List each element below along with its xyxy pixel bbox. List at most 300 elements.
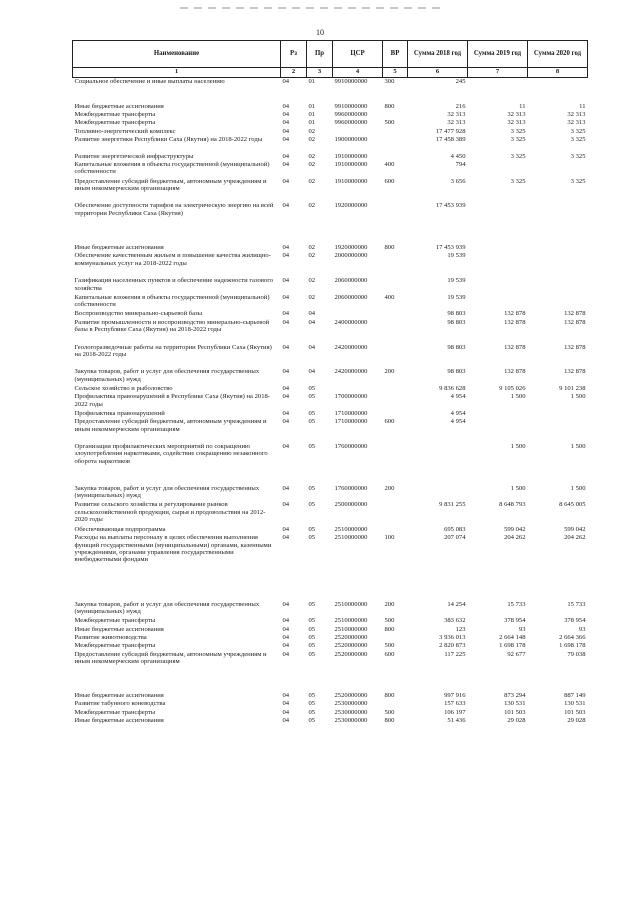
row-pr: 05: [308, 633, 316, 641]
row-sum-2020: 132 878: [564, 368, 586, 376]
row-sum-2020: 599 042: [564, 526, 586, 534]
row-name: Закупка товаров, работ и услуг для обеспечения государственных (муниципальных) нужд: [74, 600, 260, 616]
row-csr: [333, 385, 383, 393]
table-row: [73, 111, 588, 119]
row-csr: 2400000000: [334, 318, 368, 326]
row-sum-2018: 245: [455, 78, 466, 85]
table-row: [73, 485, 588, 502]
row-pr: 02: [308, 293, 316, 301]
row-sum-2018: 794: [455, 160, 466, 168]
row-csr: 1760000000: [334, 443, 368, 451]
row-name: Обеспечивающая подпрограмма: [74, 526, 166, 534]
table-row: [73, 277, 588, 294]
row-sum-2018: 997 916: [444, 692, 466, 700]
row-rz: 04: [282, 102, 290, 110]
row-rz: 04: [282, 650, 290, 658]
row-sum-2020: [528, 202, 588, 244]
row-vr: [383, 344, 408, 369]
row-csr: [333, 128, 383, 136]
row-vr: [383, 86, 408, 103]
column-number: 6: [408, 68, 468, 78]
row-sum-2019: 599 042: [504, 526, 526, 534]
row-sum-2020: 204 262: [564, 534, 586, 542]
column-number: 3: [307, 68, 333, 78]
row-sum-2020: 15 733: [567, 600, 586, 608]
row-name: Развитие животноводства: [74, 633, 147, 641]
table-row: [73, 642, 588, 650]
row-sum-2020: [528, 244, 588, 252]
row-pr: 02: [308, 152, 316, 160]
table-row: [73, 526, 588, 534]
header-csr: ЦСР: [333, 41, 383, 68]
row-vr: [383, 153, 408, 161]
row-name: Организация профилактических мероприятий по сокращению злоупотребления наркотиками, содействие сокращению незаконного оборота наркотиков: [74, 443, 268, 465]
table-row: [73, 244, 588, 252]
row-rz: 04: [282, 501, 290, 509]
row-sum-2018: 19 539: [447, 252, 466, 260]
row-rz: 04: [282, 443, 290, 451]
row-sum-2019: [468, 244, 528, 252]
row-sum-2019: 1 500: [510, 393, 526, 401]
row-sum-2020: 2 664 366: [559, 633, 586, 641]
row-csr: 1900000000: [334, 136, 368, 144]
row-sum-2020: [528, 277, 588, 294]
row-name: Иные бюджетные ассигнования: [74, 716, 164, 724]
row-pr: 04: [308, 318, 316, 326]
row-sum-2019: [468, 410, 528, 418]
row-vr: 500: [384, 642, 395, 650]
row-pr: 05: [308, 385, 316, 392]
header-rz: Рз: [281, 41, 307, 68]
row-sum-2019: 132 878: [504, 310, 526, 318]
row-sum-2018: 32 313: [447, 119, 466, 127]
row-sum-2020: 93: [578, 625, 586, 633]
table-row: [73, 709, 588, 717]
row-rz: 04: [282, 318, 290, 326]
row-csr: [333, 310, 383, 318]
header-sum-2020: Сумма 2020 год: [528, 41, 588, 68]
row-sum-2020: 378 954: [564, 617, 586, 625]
row-csr: 2420000000: [334, 343, 368, 351]
table-row: [73, 675, 588, 692]
row-vr: [383, 393, 408, 410]
row-csr: 9910000000: [334, 78, 368, 85]
row-rz: [281, 86, 307, 103]
row-sum-2018: 9 831 255: [439, 501, 466, 509]
row-pr: 05: [308, 650, 316, 658]
row-rz: 04: [282, 111, 290, 119]
row-pr: 01: [308, 111, 316, 119]
row-sum-2020: 9 101 238: [559, 385, 586, 392]
row-name: Газификация населенных пунктов и обеспечение надежности газового хозяйства: [74, 277, 274, 292]
row-sum-2020: 130 531: [564, 700, 586, 708]
row-sum-2019: [468, 675, 528, 692]
table-row: [73, 717, 588, 725]
table-row: [73, 161, 588, 178]
row-sum-2020: 132 878: [564, 310, 586, 318]
row-rz: 04: [282, 600, 290, 608]
row-vr: [383, 410, 408, 418]
row-sum-2018: 117 225: [444, 650, 466, 658]
row-name: Капитальные вложения в объекты государственной (муниципальной) собственности: [74, 160, 270, 176]
row-pr: 02: [308, 202, 316, 210]
row-name: Межбюджетные трансферты: [74, 642, 156, 650]
row-csr: 2520000000: [334, 650, 368, 658]
row-sum-2019: [468, 161, 528, 178]
row-csr: 1910000000: [334, 160, 368, 168]
row-sum-2020: [528, 418, 588, 443]
row-name: Развитие табунного коневодства: [74, 700, 166, 708]
row-csr: 9960000000: [334, 119, 368, 127]
row-csr: 2510000000: [334, 617, 368, 625]
row-pr: 05: [308, 526, 316, 534]
column-number: 5: [383, 68, 408, 78]
row-rz: 04: [282, 617, 290, 625]
row-csr: [333, 86, 383, 103]
row-sum-2018: 4 954: [450, 409, 466, 417]
row-sum-2020: 3 325: [570, 177, 586, 185]
row-pr: 02: [308, 127, 316, 135]
row-sum-2019: 9 105 026: [499, 385, 526, 392]
row-sum-2019: [468, 252, 528, 277]
row-sum-2020: 32 313: [567, 111, 586, 119]
row-pr: 01: [308, 102, 316, 110]
row-sum-2020: 1 698 178: [559, 642, 586, 650]
row-vr: 200: [384, 600, 395, 608]
row-sum-2018: 123: [455, 625, 466, 633]
column-number-row: [73, 68, 588, 78]
row-pr: 04: [308, 343, 316, 351]
row-name: Воспроизводство минерально-сырьевой базы: [74, 310, 203, 318]
row-sum-2020: [528, 161, 588, 178]
header-sum-2018: Сумма 2018 год: [408, 41, 468, 68]
row-sum-2019: [468, 202, 528, 244]
row-sum-2018: 14 254: [447, 600, 466, 608]
column-number: 7: [468, 68, 528, 78]
row-sum-2020: 79 038: [567, 650, 586, 658]
row-sum-2019: 2 664 148: [499, 633, 526, 641]
row-sum-2019: 92 677: [507, 650, 526, 658]
row-sum-2020: [528, 294, 588, 311]
table-row: [73, 136, 588, 153]
row-name: Развитие сельского хозяйства и регулирование рынков сельскохозяйственной продукции, сырья и продовольствия на 2012-2020 годы: [74, 501, 266, 523]
row-vr: [383, 675, 408, 692]
row-sum-2019: 101 503: [504, 708, 526, 716]
row-sum-2020: 29 028: [567, 716, 586, 724]
row-name: Межбюджетные трансферты: [74, 119, 156, 127]
row-name: Иные бюджетные ассигнования: [74, 625, 164, 633]
row-name: Закупка товаров, работ и услуг для обеспечения государственных (муниципальных) нужд: [74, 368, 260, 383]
table-row: [73, 178, 588, 203]
row-csr: 2520000000: [334, 642, 368, 650]
row-name: Расходы на выплаты персоналу в целях обеспечения выполнения функций государственными (муниципальными) органами, казенными учреждениями, органами управления государственными внебюджетными фондами: [74, 534, 272, 564]
table-row: [73, 252, 588, 277]
row-vr: 600: [384, 418, 395, 426]
table-row: [73, 86, 588, 103]
column-number: 8: [528, 68, 588, 78]
row-sum-2019: 29 028: [507, 716, 526, 724]
row-sum-2018: 17 477 928: [435, 127, 466, 135]
row-pr: 05: [308, 501, 316, 509]
row-rz: 04: [282, 152, 290, 160]
table-row: [73, 153, 588, 161]
row-name: Межбюджетные трансферты: [74, 708, 156, 716]
row-sum-2020: 1 500: [570, 484, 586, 492]
row-name: Социальное обеспечение и иные выплаты населению: [74, 78, 225, 85]
row-vr: [383, 700, 408, 708]
row-rz: 04: [282, 716, 290, 724]
row-vr: 800: [384, 692, 395, 700]
header-vr: ВР: [383, 41, 408, 68]
row-rz: 04: [282, 409, 290, 417]
row-rz: 04: [282, 534, 290, 542]
table-row: [73, 294, 588, 311]
row-vr: 200: [384, 368, 395, 376]
row-rz: 04: [282, 625, 290, 633]
table-row: [73, 626, 588, 634]
table-row: [73, 418, 588, 443]
row-vr: 200: [384, 484, 395, 492]
row-sum-2018: 9 836 628: [439, 385, 466, 392]
row-vr: [383, 443, 408, 485]
row-sum-2018: 157 633: [444, 700, 466, 708]
row-name: Предоставление субсидий бюджетным, автономным учреждениям и иным некоммерческим организациям: [74, 650, 267, 665]
table-body: [73, 78, 588, 726]
row-pr: 02: [308, 136, 316, 144]
row-sum-2020: 132 878: [564, 343, 586, 351]
row-sum-2020: [528, 78, 588, 87]
table-row: [73, 534, 588, 600]
table-row: [73, 310, 588, 318]
table-row: [73, 202, 588, 244]
row-vr: 800: [384, 102, 395, 110]
row-rz: 04: [282, 177, 290, 185]
row-rz: 04: [282, 642, 290, 650]
row-rz: 04: [282, 78, 290, 85]
row-sum-2020: [528, 252, 588, 277]
row-sum-2018: 3 936 013: [439, 633, 466, 641]
row-sum-2019: 1 698 178: [499, 642, 526, 650]
row-sum-2019: [468, 294, 528, 311]
row-rz: 04: [282, 136, 290, 144]
row-pr: 05: [308, 600, 316, 608]
row-sum-2019: [468, 86, 528, 103]
row-rz: 04: [282, 202, 290, 210]
row-vr: [383, 526, 408, 534]
row-csr: 2530000000: [334, 708, 368, 716]
row-sum-2018: [408, 675, 468, 692]
row-rz: 04: [282, 343, 290, 351]
row-rz: 04: [282, 526, 290, 534]
row-csr: 1710000000: [334, 409, 368, 417]
row-sum-2019: 32 313: [507, 111, 526, 119]
table-row: [73, 368, 588, 385]
scan-artifact: [180, 7, 440, 9]
row-csr: 2420000000: [334, 368, 368, 376]
row-sum-2018: 51 436: [447, 716, 466, 724]
table-row: [73, 103, 588, 111]
row-csr: 2510000000: [334, 625, 368, 633]
row-sum-2019: 132 878: [504, 343, 526, 351]
row-sum-2018: 3 656: [450, 177, 466, 185]
row-vr: 300: [384, 78, 395, 85]
row-csr: 2510000000: [334, 534, 368, 542]
row-csr: 1760000000: [334, 484, 368, 492]
row-vr: [383, 385, 408, 393]
table-row: [73, 385, 588, 393]
row-name: Геологоразведочные работы на территории Республики Саха (Якутия) на 2018-2022 годы: [74, 343, 272, 358]
column-number: 4: [333, 68, 383, 78]
row-pr: 04: [308, 368, 316, 376]
row-vr: 500: [384, 119, 395, 127]
row-name: Закупка товаров, работ и услуг для обеспечения государственных (муниципальных) нужд: [74, 484, 260, 499]
row-rz: 04: [282, 310, 290, 318]
row-name: Сельское хозяйство и рыболовство: [74, 385, 173, 392]
table-row: [73, 410, 588, 418]
row-sum-2018: 32 313: [447, 111, 466, 119]
row-sum-2018: 98 803: [447, 343, 466, 351]
row-sum-2018: 207 074: [444, 534, 466, 542]
table-row: [73, 700, 588, 708]
row-pr: 05: [308, 393, 316, 401]
row-sum-2019: 378 954: [504, 617, 526, 625]
row-vr: [383, 501, 408, 526]
row-sum-2018: 98 803: [447, 368, 466, 376]
row-pr: [307, 86, 333, 103]
row-vr: [383, 319, 408, 344]
row-csr: 1920000000: [334, 202, 368, 210]
row-vr: 800: [384, 716, 395, 724]
row-rz: [281, 675, 307, 692]
row-sum-2020: 132 878: [564, 318, 586, 326]
row-name: [73, 675, 281, 692]
row-pr: 02: [308, 252, 316, 260]
row-sum-2019: 1 500: [510, 484, 526, 492]
row-sum-2019: 32 313: [507, 119, 526, 127]
row-sum-2019: 204 262: [504, 534, 526, 542]
row-sum-2019: 3 325: [510, 152, 526, 160]
row-csr: 1910000000: [334, 177, 368, 185]
row-sum-2019: 3 325: [510, 136, 526, 144]
row-name: Капитальные вложения в объекты государственной (муниципальной) собственности: [74, 293, 270, 309]
row-sum-2019: [468, 78, 528, 87]
row-rz: 04: [282, 368, 290, 376]
row-sum-2020: 3 325: [570, 152, 586, 160]
row-csr: 2060000000: [334, 293, 368, 301]
row-name: Обеспечение доступности тарифов на электрическую энергию на всей территории Республики Саха (Якутия): [74, 202, 274, 217]
row-name: Межбюджетные трансферты: [74, 617, 156, 625]
row-csr: 1920000000: [334, 243, 368, 251]
row-vr: 600: [384, 177, 395, 185]
row-vr: [383, 634, 408, 642]
row-sum-2020: 1 500: [570, 443, 586, 451]
row-sum-2018: [408, 86, 468, 103]
table-row: [73, 501, 588, 526]
row-name: Обеспечение качественным жильем и повышение качества жилищно-коммунальных услуг на 2018-2022 годы: [74, 252, 271, 267]
row-pr: 05: [308, 716, 316, 724]
row-csr: 2500000000: [334, 501, 368, 509]
row-sum-2018: 4 954: [450, 418, 466, 426]
header-pr: Пр: [307, 41, 333, 68]
row-sum-2019: 15 733: [507, 600, 526, 608]
row-sum-2018: 695 083: [444, 526, 466, 534]
row-sum-2020: 8 645 005: [559, 501, 586, 509]
row-sum-2018: 2 820 873: [439, 642, 466, 650]
row-sum-2020: 101 503: [564, 708, 586, 716]
row-sum-2020: 11: [579, 102, 586, 110]
row-sum-2018: [408, 485, 468, 502]
row-pr: [307, 675, 333, 692]
row-sum-2019: 1 500: [510, 443, 526, 451]
header-sum-2019: Сумма 2019 год: [468, 41, 528, 68]
row-csr: 1700000000: [334, 393, 368, 401]
row-pr: 02: [308, 177, 316, 185]
table-row: [73, 443, 588, 485]
row-vr: 600: [384, 650, 395, 658]
row-rz: 04: [282, 252, 290, 260]
row-sum-2020: [528, 86, 588, 103]
row-sum-2019: 130 531: [504, 700, 526, 708]
row-pr: 05: [308, 418, 316, 426]
row-csr: 2060000000: [334, 277, 368, 285]
row-vr: 800: [384, 243, 395, 251]
row-csr: 2510000000: [334, 600, 368, 608]
row-sum-2020: 3 325: [570, 127, 586, 135]
table-row: [73, 344, 588, 369]
header-name: Наименование: [73, 41, 281, 68]
row-pr: 01: [308, 78, 316, 85]
row-pr: 05: [308, 642, 316, 650]
table-row: [73, 692, 588, 700]
row-pr: 02: [308, 160, 316, 168]
row-sum-2018: 17 458 389: [435, 136, 466, 144]
row-rz: 04: [282, 393, 290, 401]
row-sum-2019: 132 878: [504, 318, 526, 326]
row-name: Развитие промышленности и воспроизводство минерально-сырьевой базы в Республике Саха (Якутия) на 2018-2022 годы: [74, 318, 270, 333]
table-row: [73, 634, 588, 642]
row-name: Топливно-энергетический комплекс: [74, 127, 176, 135]
row-csr: 2000000000: [334, 252, 368, 260]
row-csr: [333, 675, 383, 692]
row-sum-2019: [468, 418, 528, 443]
row-sum-2019: 93: [518, 625, 526, 633]
row-rz: 04: [282, 385, 290, 392]
row-rz: 04: [282, 243, 290, 251]
table-row: [73, 119, 588, 127]
table-header: [73, 41, 588, 68]
row-name: Межбюджетные трансферты: [74, 111, 156, 119]
column-number: 1: [73, 68, 281, 78]
row-csr: 2530000000: [334, 716, 368, 724]
table-row: [73, 601, 588, 618]
row-name: Развитие энергетики Республики Саха (Якутия) на 2018-2022 годы: [74, 136, 263, 144]
row-sum-2019: 873 294: [504, 692, 526, 700]
row-name: Иные бюджетные ассигнования: [74, 692, 164, 700]
row-sum-2018: 98 803: [447, 318, 466, 326]
row-rz: 04: [282, 160, 290, 168]
row-vr: 100: [384, 534, 395, 542]
row-rz: 04: [282, 293, 290, 301]
table-row: [73, 651, 588, 676]
row-csr: 2510000000: [334, 526, 368, 534]
row-sum-2018: 17 453 939: [435, 243, 466, 251]
row-rz: 04: [282, 700, 290, 708]
row-sum-2018: 19 539: [447, 293, 466, 301]
table-row: [73, 319, 588, 344]
row-pr: 05: [308, 625, 316, 633]
row-sum-2018: 98 803: [447, 310, 466, 318]
row-name: Профилактика правонарушений в Республике Саха (Якутия) на 2018-2022 годы: [74, 393, 271, 408]
